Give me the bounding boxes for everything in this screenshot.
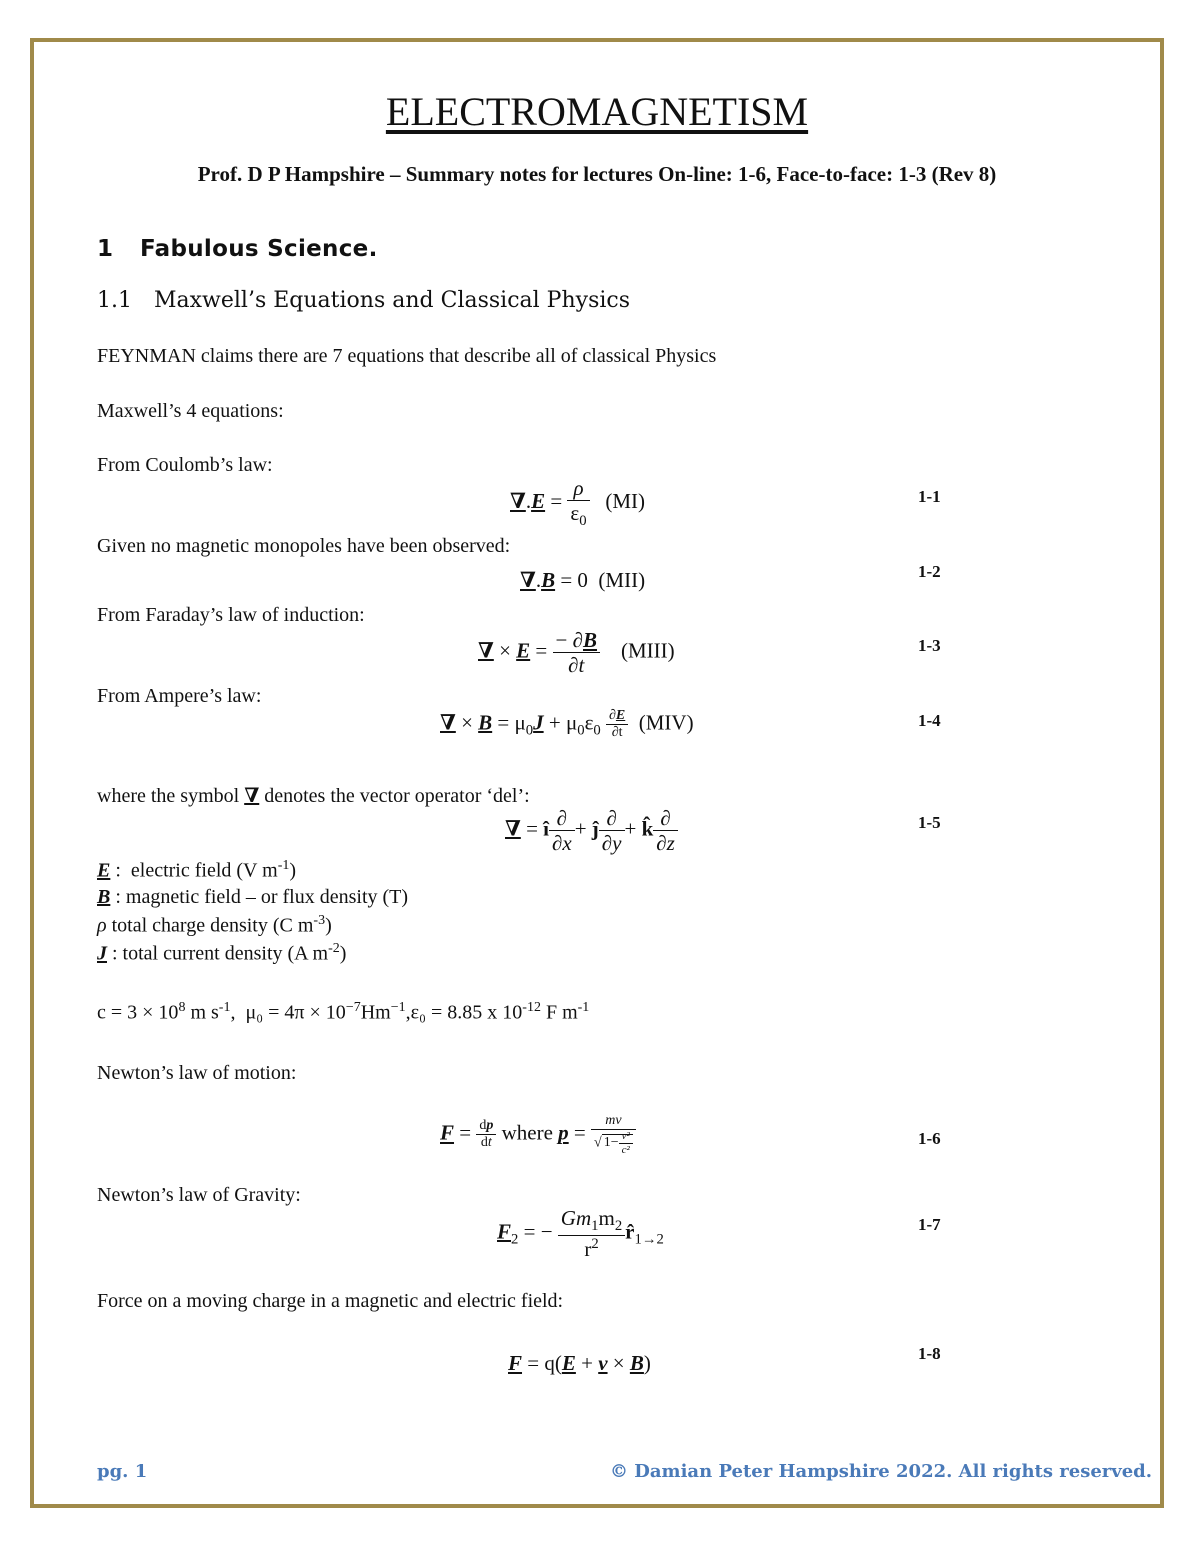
monopoles-text: Given no magnetic monopoles have been observed: xyxy=(97,535,511,557)
document-subtitle: Prof. D P Hampshire – Summary notes for lectures On-line: 1-6, Face-to-face: 1-3 (Rev 8) xyxy=(197,162,997,186)
equation-del: ∇ = î $\frac{\partial}{\partial x}$ + ĵ $\frac{\partial}{\partial y}$ + k̂ $\frac{\partial}{\partial z}$ xyxy=(505,806,678,855)
definition-J: J : total current density (A $m^{-2}$) xyxy=(97,941,347,965)
equation-ampere: ∇ × $B = \mu_0J + \mu_0\varepsilon_0$ $\frac{\partial E}{\partial t}$ (MIV) xyxy=(440,708,694,741)
document-title: ELECTROMAGNETISM xyxy=(385,89,809,134)
force-text: Force on a moving charge in a magnetic and electric field: xyxy=(97,1290,564,1312)
eq-number: 1-8 xyxy=(918,1344,941,1363)
eq-label-mii: (MII) xyxy=(598,568,646,592)
del-intro: where the symbol xyxy=(97,785,240,807)
ampere-text: From Ampere’s law: xyxy=(97,685,262,707)
section-title: Fabulous Science. xyxy=(140,236,378,262)
equation-newton-motion: F = $\frac{dp}{dt}$ where p = mv √ 1− $\frac{\text{v²}}{\text{c²}}$ xyxy=(440,1113,636,1156)
feynman-text: FEYNMAN claims there are 7 equations that describe all of classical Physics xyxy=(97,345,717,367)
copyright: © Damian Peter Hampshire 2022. All rights reserved. xyxy=(610,1461,1153,1482)
eq-number: 1-7 xyxy=(918,1215,941,1234)
subsection-heading xyxy=(97,288,630,313)
constants-line: $c = 3 \times 10^8$ m $s^{-1}$, $\mu_0 = 4\pi \times 10^{-7}Hm^{-1},\varepsilon_0 = 8.85$ x $10^{-12}$ F $m^{-1}$ xyxy=(97,1000,590,1024)
section-heading xyxy=(97,236,378,262)
equation-gauss: ∇.E = $\frac{\rho}{\varepsilon_0}$ (MI) xyxy=(510,476,645,530)
del-text: where the symbol ∇ denotes the vector operator ‘del’: xyxy=(97,785,530,807)
newton-gravity-text: Newton’s law of Gravity: xyxy=(97,1184,301,1206)
faraday-text: From Faraday’s law of induction: xyxy=(97,604,365,626)
section-number: 1 xyxy=(97,236,114,262)
newton-motion-text: Newton’s law of motion: xyxy=(97,1062,297,1084)
definition-B: B : magnetic field – or flux density (T) xyxy=(97,886,409,908)
equation-no-monopoles: ∇.B = 0 (MII) xyxy=(520,568,646,592)
eq-number: 1-5 xyxy=(918,813,941,832)
eq-label-miv: (MIV) xyxy=(638,710,694,735)
eq-number: 1-3 xyxy=(918,636,941,655)
eq-label-miii: (MIII) xyxy=(621,638,675,663)
eq-label-mi: (MI) xyxy=(605,488,645,513)
eq-number: 1-2 xyxy=(918,562,941,581)
maxwell-text: Maxwell’s 4 equations: xyxy=(97,400,284,422)
definition-E: E : electric field (V $m^{-1}$) xyxy=(97,858,297,882)
equation-lorentz: F = q(E + v × B) xyxy=(508,1351,651,1375)
equation-faraday: ∇ × E = $\frac{- \partial B}{\partial t}$ (MIII) xyxy=(478,628,675,678)
where-word: where xyxy=(501,1120,553,1145)
eq-number: 1-6 xyxy=(918,1129,941,1148)
eq-number: 1-1 xyxy=(918,487,941,506)
eq-number: 1-4 xyxy=(918,711,941,730)
subsection-title: Maxwell’s Equations and Classical Physics xyxy=(154,288,631,313)
subsection-number: 1.1 xyxy=(97,288,132,313)
coulomb-text: From Coulomb’s law: xyxy=(97,454,273,476)
page-number: pg. 1 xyxy=(97,1461,148,1482)
definition-rho: ρ total charge density (C $m^{-3}$) xyxy=(97,913,332,937)
del-rest: denotes the vector operator ‘del’: xyxy=(264,785,530,807)
equation-gravity: $F_2$ = − $\frac{Gm_1m_2}{r^2}$ $r̂_{1\to 2}$ xyxy=(497,1206,664,1262)
